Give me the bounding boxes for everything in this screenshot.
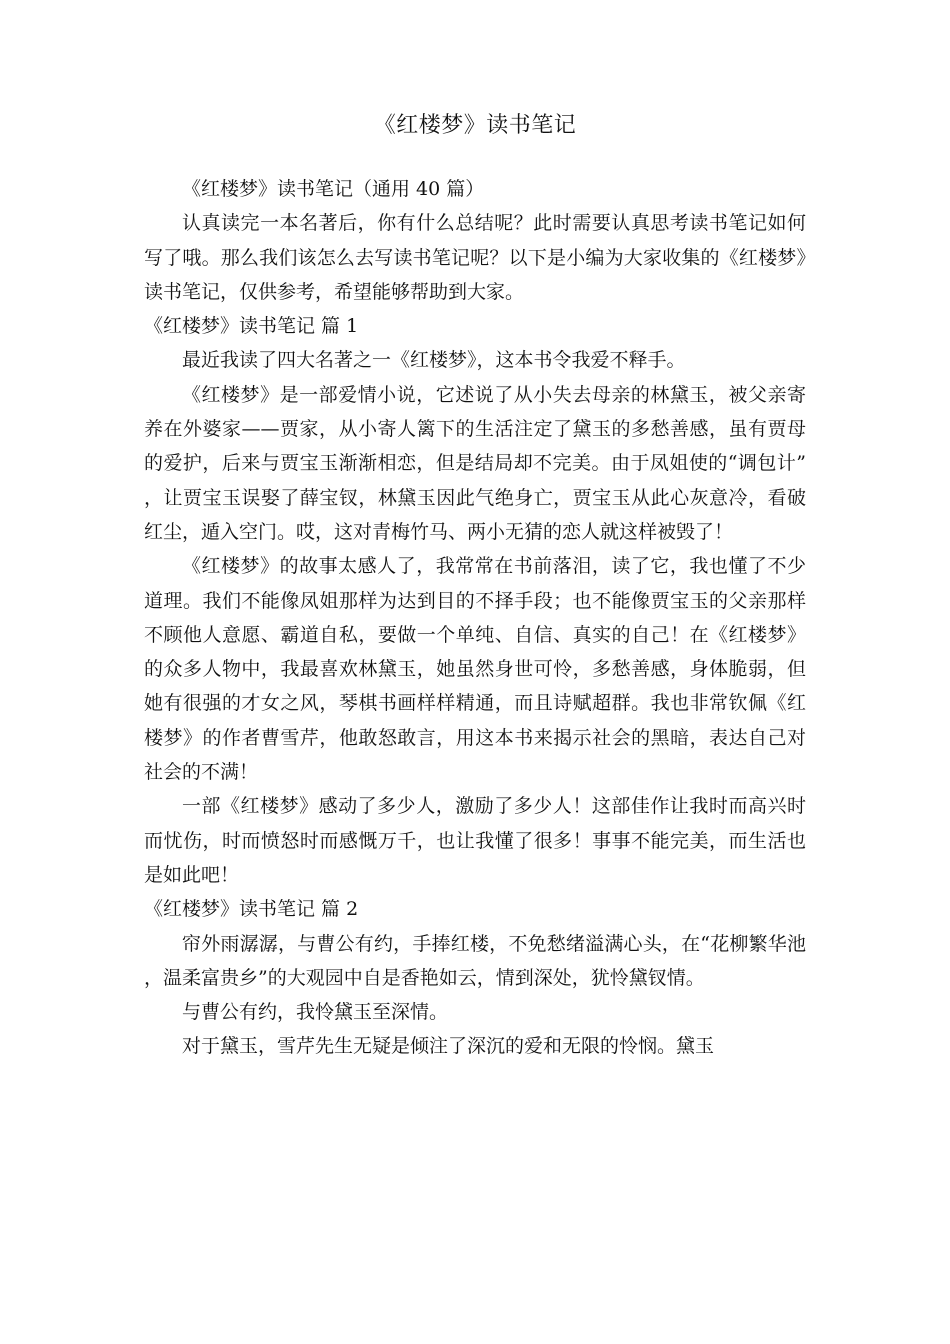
- body-paragraph: 帘外雨潺潺，与曹公有约，手捧红楼，不免愁绪溢满心头，在“花柳繁华池，温柔富贵乡”的大观园中自是香艳如云，情到深处，犹怜黛钗情。: [144, 932, 806, 989]
- intro-paragraph: 认真读完一本名著后，你有什么总结呢？此时需要认真思考读书笔记如何写了哦。那么我们该怎么去写读书笔记呢？以下是小编为大家收集的《红楼梦》读书笔记，仅供参考，希望能够帮助到大家。: [144, 212, 806, 303]
- body-paragraph: 与曹公有约，我怜黛玉至深情。: [182, 1001, 449, 1024]
- document-title: 《红楼梦》读书笔记: [373, 113, 577, 138]
- section-heading: 《红楼梦》读书笔记 篇 1: [144, 315, 359, 338]
- body-paragraph: 《红楼梦》是一部爱情小说，它述说了从小失去母亲的林黛玉，被父亲寄养在外婆家——贾家，从小寄人篱下的生活注定了黛玉的多愁善感，虽有贾母的爱护，后来与贾宝玉渐渐相恋，但是结局却不完美。由于凤姐使的“调包计”，让贾宝玉误娶了薛宝钗，林黛玉因此气绝身亡，贾宝玉从此心灰意冷，看破红尘，遁入空门。哎，这对青梅竹马、两小无猜的恋人就这样被毁了！: [144, 383, 806, 543]
- body-paragraph: 《红楼梦》的故事太感人了，我常常在书前落泪，读了它，我也懂了不少道理。我们不能像凤姐那样为达到目的不择手段；也不能像贾宝玉的父亲那样不顾他人意愿、霸道自私，要做一个单纯、自信、真实的自己！在《红楼梦》的众多人物中，我最喜欢林黛玉，她虽然身世可怜，多愁善感，身体脆弱，但她有很强的才女之风，琴棋书画样样精通，而且诗赋超群。我也非常钦佩《红楼梦》的作者曹雪芹，他敢怒敢言，用这本书来揭示社会的黑暗，表达自己对社会的不满！: [144, 555, 806, 784]
- body-paragraph: 一部《红楼梦》感动了多少人，激励了多少人！这部佳作让我时而高兴时而忧伤，时而愤怒时而感慨万千，也让我懂了很多！事事不能完美，而生活也是如此吧！: [144, 795, 806, 886]
- document-body: [144, 172, 806, 1064]
- section-heading: 《红楼梦》读书笔记 篇 2: [144, 898, 359, 921]
- document-subtitle: 《红楼梦》读书笔记（通用 40 篇）: [182, 178, 485, 200]
- body-paragraph: 对于黛玉，雪芹先生无疑是倾注了深沉的爱和无限的怜悯。黛玉: [182, 1035, 715, 1058]
- body-paragraph: 最近我读了四大名著之一《红楼梦》，这本书令我爱不释手。: [182, 349, 686, 372]
